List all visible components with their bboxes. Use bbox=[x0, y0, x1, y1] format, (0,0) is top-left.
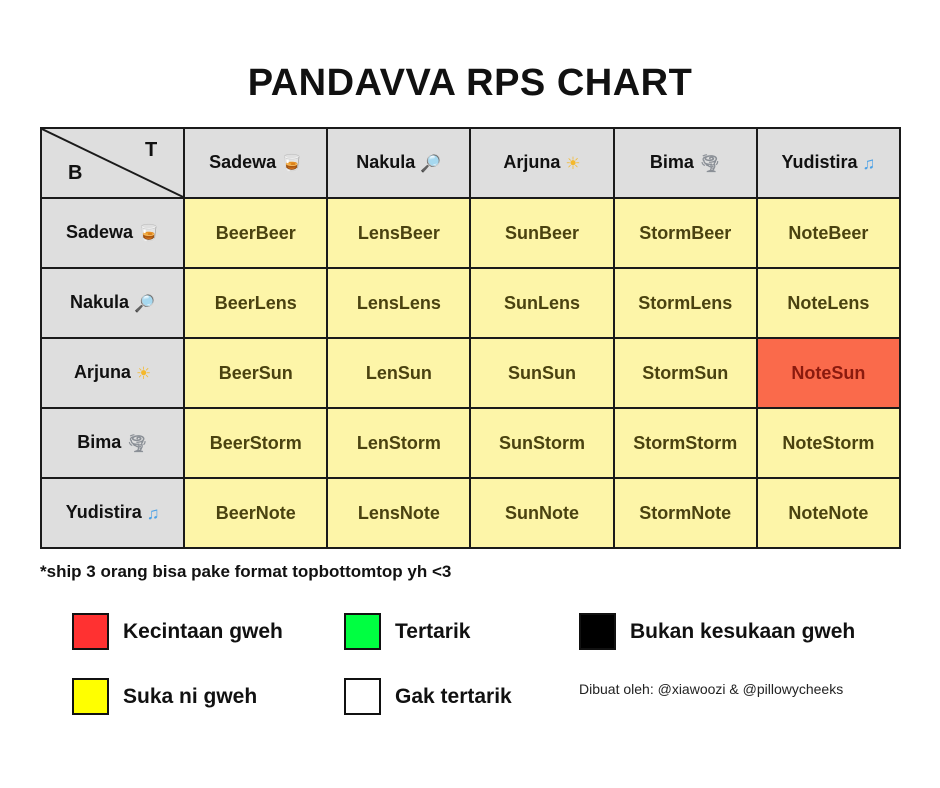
col-header-sadewa bbox=[184, 128, 327, 198]
music-note-icon: ♫ bbox=[146, 504, 160, 523]
legend-swatch bbox=[344, 678, 381, 715]
row-header-label: Yudistira bbox=[65, 502, 142, 522]
pair-cell: LenSun bbox=[327, 338, 470, 408]
page-title: PANDAVVA RPS CHART bbox=[247, 62, 693, 104]
row-header-label: Bima bbox=[77, 432, 122, 452]
row-header-label: Arjuna bbox=[73, 362, 131, 382]
pair-cell: StormBeer bbox=[614, 198, 757, 268]
footnote: *ship 3 orang bisa pake format topbottomtop yh <3 bbox=[40, 562, 452, 581]
sun-icon: ☀ bbox=[135, 364, 152, 383]
row-header-nakula bbox=[41, 268, 184, 338]
col-header-label: Arjuna bbox=[503, 152, 561, 172]
table-row bbox=[41, 408, 900, 478]
pair-cell: StormNote bbox=[614, 478, 757, 548]
legend-item-love bbox=[72, 613, 283, 650]
row-header-label: Nakula bbox=[69, 292, 129, 312]
magnifier-icon: 🔎 bbox=[134, 294, 156, 313]
pair-cell: LensLens bbox=[327, 268, 470, 338]
table-row bbox=[41, 268, 900, 338]
pair-cell: SunBeer bbox=[470, 198, 613, 268]
beer-icon: 🥃 bbox=[281, 154, 303, 173]
pair-cell: StormSun bbox=[614, 338, 757, 408]
pair-cell: StormLens bbox=[614, 268, 757, 338]
legend-label: Kecintaan gweh bbox=[123, 619, 283, 643]
legend-swatch bbox=[579, 613, 616, 650]
table-row bbox=[41, 198, 900, 268]
row-header-sadewa bbox=[41, 198, 184, 268]
legend-label: Tertarik bbox=[395, 619, 471, 643]
col-header-nakula bbox=[327, 128, 470, 198]
pair-cell: SunStorm bbox=[470, 408, 613, 478]
pair-cell: BeerSun bbox=[184, 338, 327, 408]
pair-cell: BeerLens bbox=[184, 268, 327, 338]
col-header-label: Sadewa bbox=[209, 152, 277, 172]
legend-swatch bbox=[72, 678, 109, 715]
magnifier-icon: 🔎 bbox=[420, 154, 442, 173]
col-header-label: Bima bbox=[649, 152, 694, 172]
pair-cell: StormStorm bbox=[614, 408, 757, 478]
pair-cell: SunNote bbox=[470, 478, 613, 548]
corner-top-label: T bbox=[144, 139, 158, 161]
pair-cell: NoteStorm bbox=[757, 408, 900, 478]
pair-cell: BeerStorm bbox=[184, 408, 327, 478]
table-row bbox=[41, 478, 900, 548]
pair-cell: LenStorm bbox=[327, 408, 470, 478]
legend-swatch bbox=[72, 613, 109, 650]
pair-cell: BeerBeer bbox=[184, 198, 327, 268]
legend-item-interested bbox=[344, 613, 470, 650]
row-header-yudistira bbox=[41, 478, 184, 548]
pair-cell: LensBeer bbox=[327, 198, 470, 268]
header-row bbox=[41, 128, 900, 198]
legend-item-dislike bbox=[579, 613, 855, 650]
legend-label: Gak tertarik bbox=[395, 684, 512, 708]
table-row bbox=[41, 338, 900, 408]
beer-icon: 🥃 bbox=[138, 224, 160, 243]
legend-label: Bukan kesukaan gweh bbox=[630, 619, 856, 643]
sun-icon: ☀ bbox=[565, 154, 581, 173]
diagonal-divider bbox=[42, 129, 183, 197]
pair-cell: NoteNote bbox=[757, 478, 900, 548]
pair-cell: SunSun bbox=[470, 338, 613, 408]
pair-cell: NoteLens bbox=[757, 268, 900, 338]
pair-cell: NoteBeer bbox=[757, 198, 900, 268]
col-header-label: Yudistira bbox=[781, 152, 858, 172]
music-note-icon: ♫ bbox=[862, 154, 876, 173]
legend-swatch bbox=[344, 613, 381, 650]
col-header-label: Nakula bbox=[356, 152, 416, 172]
pair-cell: LensNote bbox=[327, 478, 470, 548]
corner-bottom-label: B bbox=[68, 162, 83, 184]
pair-cell: BeerNote bbox=[184, 478, 327, 548]
tornado-icon: 🌪 bbox=[126, 434, 148, 453]
pair-cell: SunLens bbox=[470, 268, 613, 338]
col-header-yudistira bbox=[757, 128, 900, 198]
corner-cell bbox=[41, 128, 184, 198]
col-header-bima bbox=[614, 128, 757, 198]
row-header-label: Sadewa bbox=[65, 222, 134, 242]
row-header-bima bbox=[41, 408, 184, 478]
credit-text: Dibuat oleh: @xiawoozi & @pillowycheeks bbox=[579, 681, 844, 697]
row-header-arjuna bbox=[41, 338, 184, 408]
pair-cell-highlighted: NoteSun bbox=[757, 338, 900, 408]
rps-chart-table bbox=[40, 127, 901, 549]
legend-item-like bbox=[72, 678, 257, 715]
legend-label: Suka ni gweh bbox=[123, 684, 258, 708]
legend-item-not-interested bbox=[344, 678, 512, 715]
tornado-icon: 🌪 bbox=[698, 154, 721, 173]
col-header-arjuna bbox=[470, 128, 613, 198]
